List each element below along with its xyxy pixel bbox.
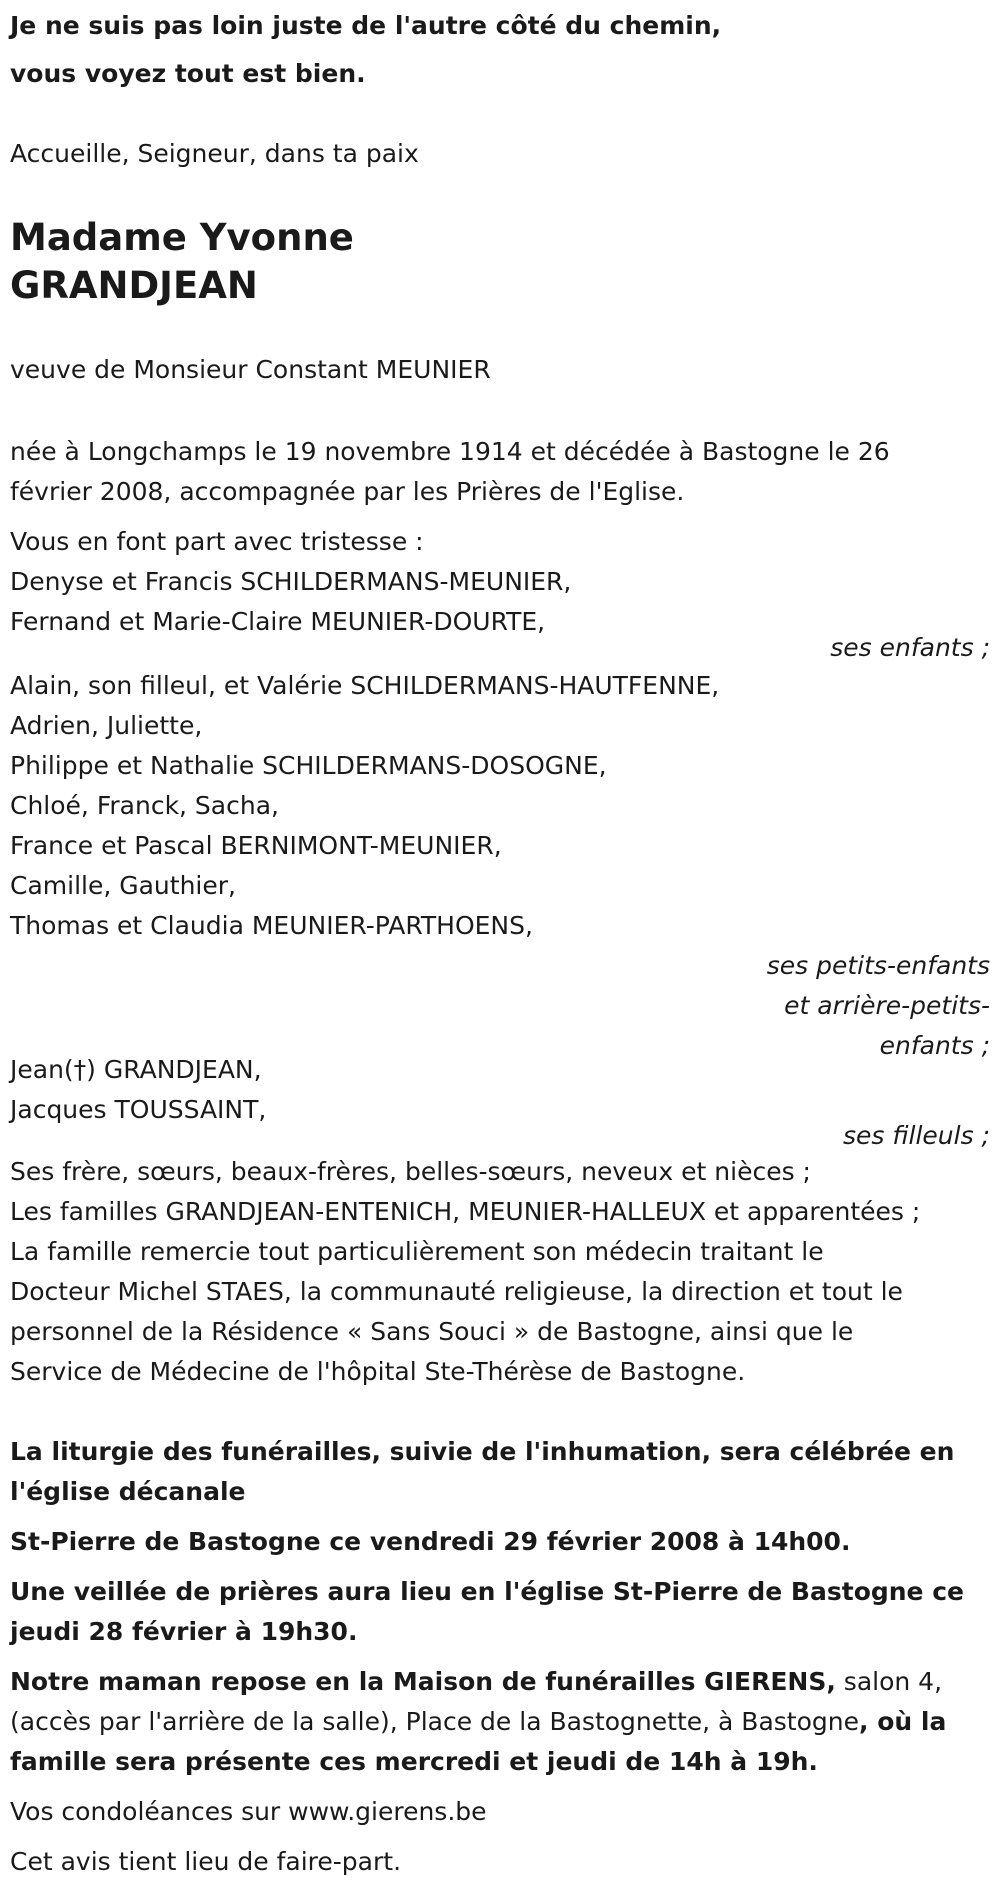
rest-bold-2: , où la <box>859 1707 947 1736</box>
grandchild-line: Alain, son filleul, et Valérie SCHILDERMANS-HAUTFENNE, <box>10 671 720 700</box>
family-section <box>10 1152 990 1392</box>
godchild-line: Jean(†) GRANDJEAN, <box>10 1055 262 1084</box>
grandchildren-label-1: ses petits-enfants <box>766 951 990 980</box>
godchildren-section <box>10 1050 990 1156</box>
family-line: Docteur Michel STAES, la communauté religieuse, la direction et tout le <box>10 1277 903 1306</box>
rest-normal-2: (accès par l'arrière de la salle), Place de la Bastognette, à Bastogne <box>10 1707 859 1736</box>
grandchildren-label-2: et arrière-petits- <box>784 991 990 1020</box>
deceased-first-name: Madame Yvonne <box>10 216 354 259</box>
funeral-details <box>10 1432 990 1652</box>
family-line: Service de Médecine de l'hôpital Ste-Thérèse de Bastogne. <box>10 1357 746 1386</box>
funeral-line-1: La liturgie des funérailles, suivie de l'inhumation, sera célébrée en <box>10 1437 955 1466</box>
family-line: La famille remercie tout particulièrement son médecin traitant le <box>10 1237 824 1266</box>
family-line: Ses frère, sœurs, beaux-frères, belles-sœurs, neveux et nièces ; <box>10 1157 811 1186</box>
verse-line-1: Je ne suis pas loin juste de l'autre côté du chemin, <box>10 11 722 40</box>
children-section <box>10 522 990 668</box>
grandchild-line: France et Pascal BERNIMONT-MEUNIER, <box>10 831 502 860</box>
birth-line-2: février 2008, accompagnée par les Prières de l'Eglise. <box>10 477 685 506</box>
godchild-line: Jacques TOUSSAINT, <box>10 1095 267 1124</box>
verse <box>10 2 721 98</box>
child-line: Fernand et Marie-Claire MEUNIER-DOURTE, <box>10 607 546 636</box>
verse-line-2: vous voyez tout est bien. <box>10 59 366 88</box>
funeral-line-3: St-Pierre de Bastogne ce vendredi 29 février 2008 à 14h00. <box>10 1527 851 1556</box>
widow-of: veuve de Monsieur Constant MEUNIER <box>10 355 491 384</box>
announce: Vous en font part avec tristesse : <box>10 527 424 556</box>
grandchild-line: Camille, Gauthier, <box>10 871 236 900</box>
rest-line-3: famille sera présente ces mercredi et jeudi de 14h à 19h. <box>10 1747 818 1776</box>
family-line: Les familles GRANDJEAN-ENTENICH, MEUNIER-HALLEUX et apparentées ; <box>10 1197 921 1226</box>
vigil-line-1: Une veillée de prières aura lieu en l'église St-Pierre de Bastogne ce <box>10 1577 964 1606</box>
rest-bold-1: Notre maman repose en la Maison de funérailles GIERENS, <box>10 1667 836 1696</box>
vigil-line-2: jeudi 28 février à 19h30. <box>10 1617 358 1646</box>
grandchildren-label-3: enfants ; <box>879 1031 990 1060</box>
deceased-last-name: GRANDJEAN <box>10 264 258 307</box>
child-line: Denyse et Francis SCHILDERMANS-MEUNIER, <box>10 567 572 596</box>
rest-line-1 <box>10 1662 990 1702</box>
grandchild-line: Philippe et Nathalie SCHILDERMANS-DOSOGNE, <box>10 751 607 780</box>
children-label: ses enfants ; <box>830 633 990 662</box>
grandchild-line: Adrien, Juliette, <box>10 711 203 740</box>
birth-line-1: née à Longchamps le 19 novembre 1914 et décédée à Bastogne le 26 <box>10 437 890 466</box>
birth-death <box>10 432 890 512</box>
deceased-name <box>10 214 354 310</box>
rest-normal-1: salon 4, <box>835 1667 943 1696</box>
rest-line-2 <box>10 1702 990 1742</box>
grandchildren-section <box>10 666 990 1066</box>
godchildren-label: ses filleuls ; <box>843 1121 990 1150</box>
rest-details <box>10 1662 990 1882</box>
family-line: personnel de la Résidence « Sans Souci » de Bastogne, ainsi que le <box>10 1317 854 1346</box>
prayer: Accueille, Seigneur, dans ta paix <box>10 139 419 168</box>
grandchild-line: Chloé, Franck, Sacha, <box>10 791 279 820</box>
condolences: Vos condoléances sur www.gierens.be <box>10 1797 487 1826</box>
funeral-line-2: l'église décanale <box>10 1477 246 1506</box>
notice: Cet avis tient lieu de faire-part. <box>10 1847 402 1876</box>
grandchild-line: Thomas et Claudia MEUNIER-PARTHOENS, <box>10 911 533 940</box>
